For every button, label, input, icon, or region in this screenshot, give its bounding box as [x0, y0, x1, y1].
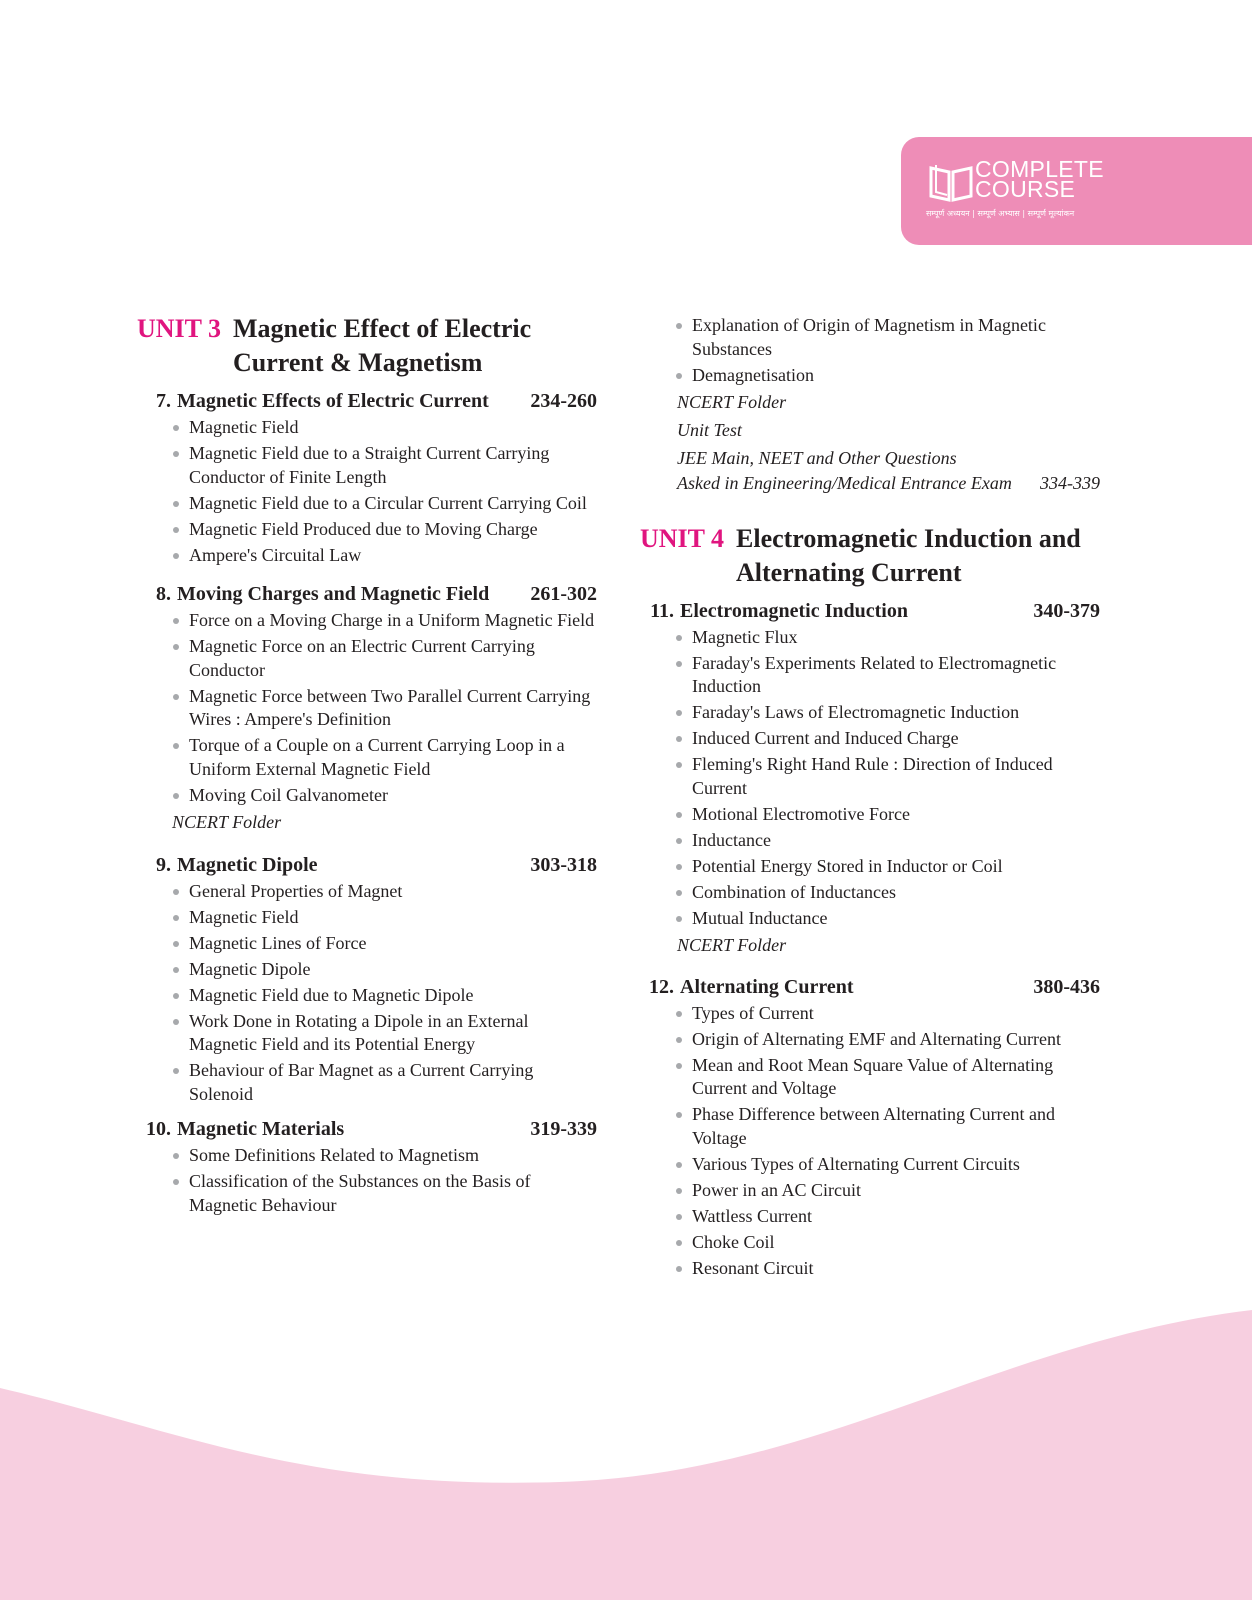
unit-label: UNIT 4 [640, 523, 725, 553]
topic-item: Behaviour of Bar Magnet as a Current Carrying Solenoid [189, 1059, 597, 1106]
topic-item: Magnetic Field [189, 416, 597, 440]
topic-item: Classification of the Substances on the Basis of Magnetic Behaviour [189, 1170, 597, 1217]
topic-item: Magnetic Flux [692, 626, 1100, 650]
topic-item: Magnetic Field [189, 906, 597, 930]
chapter-heading: 7. Magnetic Effects of Electric Current 234-260 [156, 390, 597, 412]
unit-3-continued [640, 314, 1100, 496]
unit-title: Magnetic Effect of Electric Current & Magnetism [233, 314, 532, 377]
topic-item: Work Done in Rotating a Dipole in an External Magnetic Field and its Potential Energy [189, 1010, 597, 1057]
open-book-icon [927, 162, 975, 202]
topic-item: Magnetic Force between Two Parallel Current Carrying Wires : Ampere's Definition [189, 685, 597, 732]
chapter-heading: 10. Magnetic Materials 319-339 [146, 1118, 597, 1140]
topic-item: Faraday's Experiments Related to Electromagnetic Induction [692, 652, 1100, 699]
unit-3 [137, 312, 597, 1217]
topic-item: Explanation of Origin of Magnetism in Magnetic Substances [692, 314, 1100, 361]
unit-3-heading [137, 312, 597, 380]
right-column [640, 314, 1100, 1283]
topic-item: Magnetic Field Produced due to Moving Charge [189, 518, 597, 542]
chapter-12 [640, 974, 1100, 1281]
topic-item: Types of Current [692, 1002, 1100, 1026]
topic-item: Resonant Circuit [692, 1257, 1100, 1281]
topic-item: Force on a Moving Charge in a Uniform Magnetic Field [189, 609, 597, 633]
topic-item: Inductance [692, 829, 1100, 853]
topic-item: Various Types of Alternating Current Circuits [692, 1153, 1100, 1177]
topic-item: Moving Coil Galvanometer [189, 784, 597, 808]
topic-item: Induced Current and Induced Charge [692, 727, 1100, 751]
ncert-folder-label: NCERT Folder [677, 391, 787, 412]
topic-item: Potential Energy Stored in Inductor or Coil [692, 855, 1100, 879]
chapter-11 [640, 598, 1100, 958]
topic-item: Ampere's Circuital Law [189, 544, 597, 568]
ncert-folder-label: NCERT Folder [677, 934, 787, 955]
topic-item: Motional Electromotive Force [692, 803, 1100, 827]
topic-item: Choke Coil [692, 1231, 1100, 1255]
logo-tagline: सम्पूर्ण अध्ययन | सम्पूर्ण अभ्यास | सम्पूर्ण मूल्यांकन [926, 209, 1075, 218]
topic-item: Magnetic Field due to a Straight Current Carrying Conductor of Finite Length [189, 442, 597, 489]
page-range: 234-260 [530, 390, 597, 412]
topic-item: Faraday's Laws of Electromagnetic Induction [692, 701, 1100, 725]
page-range: 303-318 [530, 853, 597, 876]
topic-item: Phase Difference between Alternating Current and Voltage [692, 1103, 1100, 1150]
topic-item: Demagnetisation [692, 364, 1100, 388]
chapter-9 [137, 852, 597, 1107]
logo-wordmark: COMPLETE COURSE [975, 156, 1104, 202]
topic-item: Wattless Current [692, 1205, 1100, 1229]
topic-item: Magnetic Force on an Electric Current Carrying Conductor [189, 635, 597, 682]
page-range: 334-339 [1040, 472, 1100, 493]
topic-item: Mutual Inductance [692, 907, 1100, 931]
topic-item: Mean and Root Mean Square Value of Alternating Current and Voltage [692, 1054, 1100, 1101]
course-logo-tab [901, 137, 1252, 245]
unit-4 [640, 522, 1100, 1281]
chapter-heading: 9. Magnetic Dipole 303-318 [156, 853, 597, 876]
left-column [137, 312, 597, 1220]
chapter-10 [137, 1116, 597, 1217]
unit-4-heading [640, 522, 1100, 590]
topic-item: Origin of Alternating EMF and Alternating Current [692, 1028, 1100, 1052]
page-range: 319-339 [530, 1118, 597, 1140]
topic-item: Magnetic Field due to a Circular Current Carrying Coil [189, 492, 597, 516]
chapter-heading: 11. Electromagnetic Induction 340-379 [650, 599, 1100, 622]
questions-label: JEE Main, NEET and Other Questions Asked in Engineering/Medical Entrance Exam 334-339 [640, 446, 1100, 496]
chapter-heading: 12. Alternating Current 380-436 [649, 975, 1100, 998]
topic-item: Magnetic Dipole [189, 958, 597, 982]
topic-item: Power in an AC Circuit [692, 1179, 1100, 1203]
chapter-7 [137, 388, 597, 567]
unit-title: Electromagnetic Induction and Alternating Current [736, 523, 1081, 587]
ncert-folder-label: NCERT Folder [172, 811, 282, 832]
unit-label: UNIT 3 [137, 314, 222, 343]
chapter-heading: 8. Moving Charges and Magnetic Field 261-302 [156, 583, 597, 605]
page-range: 380-436 [1033, 975, 1100, 998]
page-range: 261-302 [530, 583, 597, 605]
topic-item: Fleming's Right Hand Rule : Direction of Induced Current [692, 753, 1100, 800]
chapter-8 [137, 581, 597, 835]
topic-item: Some Definitions Related to Magnetism [189, 1144, 597, 1168]
topic-item: Torque of a Couple on a Current Carrying Loop in a Uniform External Magnetic Field [189, 734, 597, 781]
topic-item: Magnetic Lines of Force [189, 932, 597, 956]
page-range: 340-379 [1033, 599, 1100, 622]
unit-test-label: Unit Test [677, 419, 742, 440]
topic-item: General Properties of Magnet [189, 880, 597, 904]
bottom-wave-decoration [0, 1300, 1252, 1600]
topic-item: Magnetic Field due to Magnetic Dipole [189, 984, 597, 1008]
topic-item: Combination of Inductances [692, 881, 1100, 905]
